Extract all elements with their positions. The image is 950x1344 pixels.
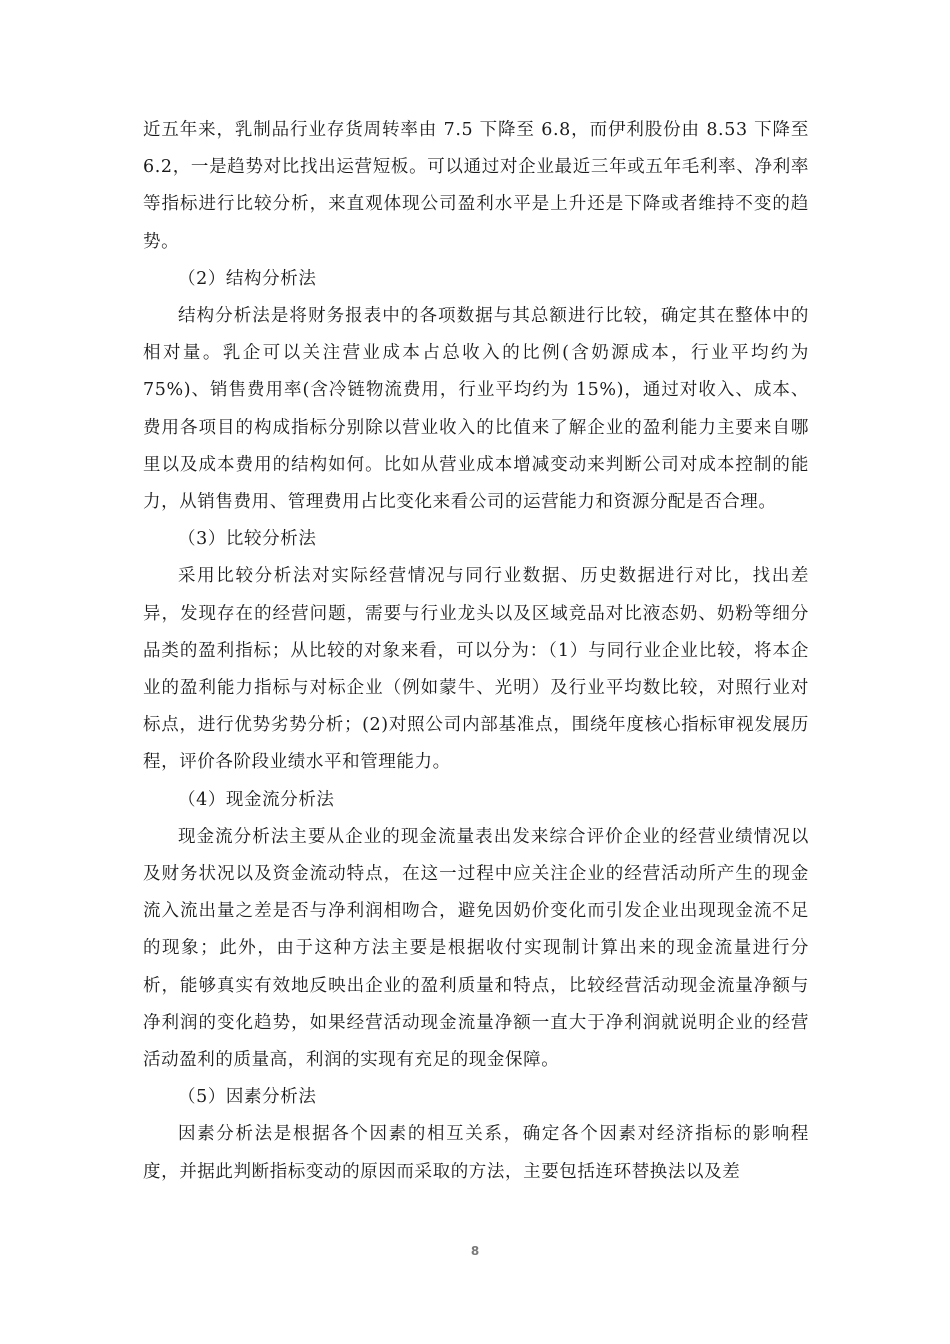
paragraph-cashflow-analysis: 现金流分析法主要从企业的现金流量表出发来综合评价企业的经营业绩情况以及财务状况以及资金流动特点，在这一过程中应关注企业的经营活动所产生的现金流入流出量之差是否与净利润相吻合，避免因奶价变化而引发企业出现现金流不足的现象；此外，由于这种方法主要是根据收付实现制计算出来的现金流量进行分析，能够真实有效地反映出企业的盈利质量和特点，比较经营活动现金流量净额与净利润的变化趋势，如果经营活动现金流量净额一直大于净利润就说明企业的经营活动盈利的质量高，利润的实现有充足的现金保障。: [143, 826, 809, 1071]
heading-cashflow-analysis: （4）现金流分析法: [178, 789, 335, 810]
body-text: [143, 112, 809, 1191]
heading-factor-analysis: （5）因素分析法: [178, 1087, 317, 1108]
paragraph-inventory-turnover: 近五年来，乳制品行业存货周转率由 7.5 下降至 6.8，而伊利股份由 8.53 下降至 6.2，一是趋势对比找出运营短板。可以通过对企业最近三年或五年毛利率、净利率等指标进行比较分析，来直观体现公司盈利水平是上升还是下降或者维持不变的趋势。: [143, 120, 809, 252]
paragraph-comparison-analysis: 采用比较分析法对实际经营情况与同行业数据、历史数据进行对比，找出差异，发现存在的经营问题，需要与行业龙头以及区域竞品对比液态奶、奶粉等细分品类的盈利指标；从比较的对象来看，可以分为：（1）与同行业企业比较，将本企业的盈利能力指标与对标企业（例如蒙牛、光明）及行业平均数比较，对照行业对标点，进行优势劣势分析；(2)对照公司内部基准点，围绕年度核心指标审视发展历程，评价各阶段业绩水平和管理能力。: [143, 566, 809, 773]
paragraph-structure-analysis: 结构分析法是将财务报表中的各项数据与其总额进行比较，确定其在整体中的相对量。乳企可以关注营业成本占总收入的比例(含奶源成本，行业平均约为 75%)、销售费用率(含冷链物流费用，行业平均约为 15%)，通过对收入、成本、费用各项目的构成指标分别除以营业收入的比值来了解企业的盈利能力主要来自哪里以及成本费用的结构如何。比如从营业成本增减变动来判断公司对成本控制的能力，从销售费用、管理费用占比变化来看公司的运营能力和资源分配是否合理。: [143, 306, 809, 513]
paragraph-factor-analysis: 因素分析法是根据各个因素的相互关系，确定各个因素对经济指标的影响程度，并据此判断指标变动的原因而采取的方法，主要包括连环替换法以及差: [143, 1124, 809, 1182]
page-number: 8: [470, 1244, 480, 1258]
heading-comparison-analysis: （3）比较分析法: [178, 529, 317, 550]
heading-structure-analysis: （2）结构分析法: [178, 268, 317, 289]
